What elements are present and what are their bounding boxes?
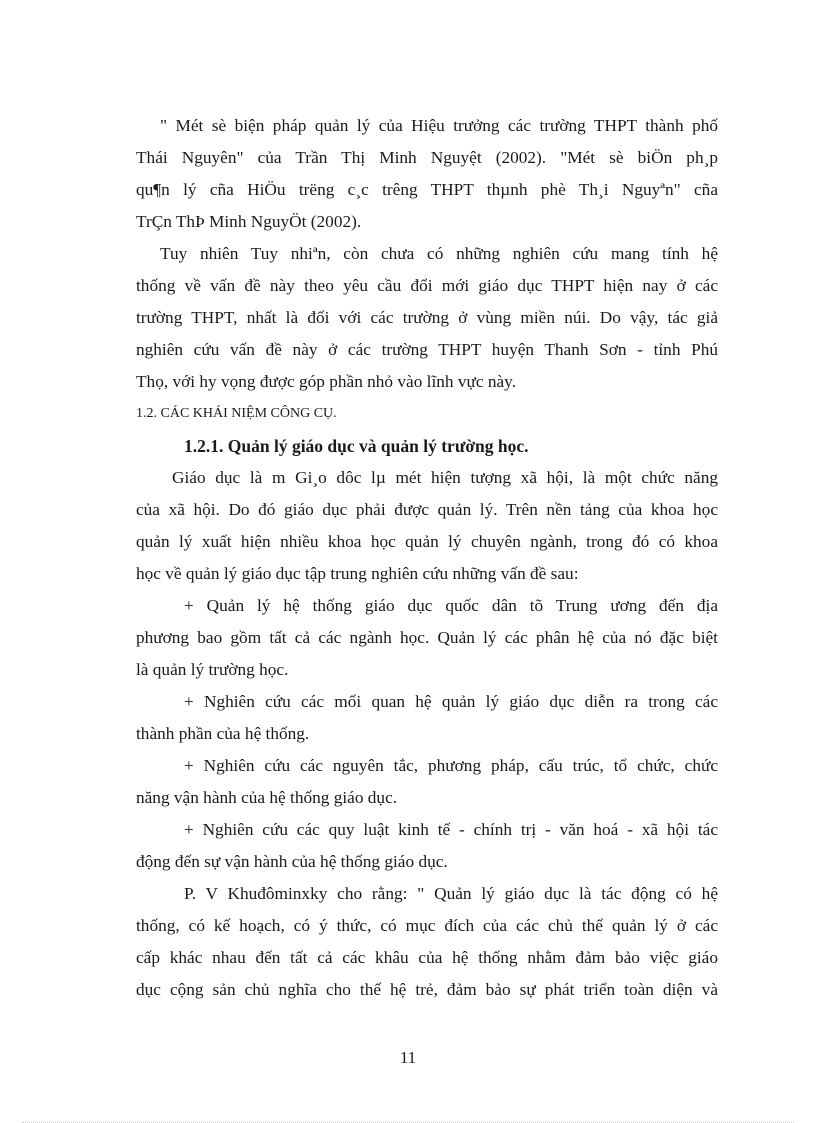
text-line: + Quản lý hệ thống giáo dục quốc dân tõ Trung ương đến địa — [184, 596, 718, 615]
text-line: thống về vấn đề này theo yêu cầu đổi mới giáo dục THPT hiện nay ở các — [136, 276, 718, 295]
text-line: phương bao gồm tất cả các ngành học. Quản lý các phân hệ của nó đặc biệt — [136, 628, 718, 647]
text-line: quản lý xuất hiện nhiều khoa học quản lý chuyên ngành, trong đó có khoa — [136, 532, 718, 551]
text-line: của xã hội. Do đó giáo dục phải được quản lý. Trên nền tảng của khoa học — [136, 500, 718, 519]
text-line: Tuy nhiên Tuy nhiªn, còn chưa có những nghiên cứu mang tính hệ — [160, 244, 718, 263]
text-line: TrÇn ThÞ Minh NguyÖt (2002). — [136, 212, 362, 231]
text-line: thống, có kế hoạch, có ý thức, có mục đích của các chủ thể quản lý ở các — [136, 916, 718, 935]
text-line: P. V Khuđôminxky cho rằng: " Quản lý giáo dục là tác động có hệ — [184, 884, 718, 903]
text-line: năng vận hành của hệ thống giáo dục. — [136, 788, 398, 807]
page-number: 11 — [399, 1048, 417, 1067]
text-line: trường THPT, nhất là đối với các trường ở vùng miền núi. Do vậy, tác giả — [136, 308, 718, 327]
text-line: Giáo dục là m Gi¸o dôc lµ mét hiện tượng xã hội, là một chức năng — [172, 468, 718, 487]
text-line: dục cộng sản chủ nghĩa cho thế hệ trẻ, đảm bảo sự phát triển toàn diện và — [136, 980, 718, 999]
text-line: " Mét sè biện pháp quản lý của Hiệu trưởng các trường THPT thành phố — [160, 116, 718, 135]
text-line: + Nghiên cứu các mối quan hệ quản lý giáo dục diễn ra trong các — [184, 692, 718, 711]
text-line: thành phần của hệ thống. — [136, 724, 310, 743]
text-line: Thái Nguyên" của Trần Thị Minh Nguyệt (2002). "Mét sè biÖn ph¸p — [136, 148, 718, 167]
text-line: + Nghiên cứu các nguyên tắc, phương pháp, cấu trúc, tổ chức, chức — [184, 756, 718, 775]
text-line: động đến sự vận hành của hệ thống giáo dục. — [136, 852, 448, 871]
text-line: cấp khác nhau đến tất cả các khâu của hệ thống nhằm đảm bảo việc giáo — [136, 948, 718, 967]
text-line: học về quản lý giáo dục tập trung nghiên cứu những vấn đề sau: — [136, 564, 579, 583]
section-heading: 1.2. CÁC KHÁI NIỆM CÔNG CỤ. — [136, 406, 337, 421]
text-line: qu¶n lý cña HiÖu trëng c¸c trêng THPT thµnh phè Th¸i Nguyªn" cña — [136, 180, 718, 199]
text-line: Thọ, với hy vọng được góp phần nhỏ vào lĩnh vực này. — [136, 372, 517, 391]
body-text — [136, 110, 718, 1006]
text-line: là quản lý trường học. — [136, 660, 289, 679]
subsection-heading: 1.2.1. Quản lý giáo dục và quản lý trường học. — [184, 436, 529, 456]
text-line: nghiên cứu vấn đề này ở các trường THPT huyện Thanh Sơn - tỉnh Phú — [136, 340, 718, 359]
text-line: + Nghiên cứu các quy luật kinh tế - chính trị - văn hoá - xã hội tác — [184, 820, 718, 839]
